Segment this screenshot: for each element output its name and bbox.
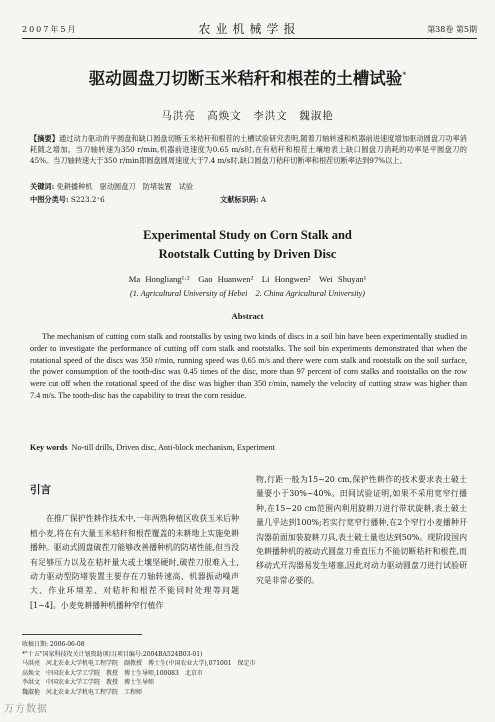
running-header	[22, 20, 477, 36]
doc-value: A	[260, 195, 267, 204]
footnotes	[22, 640, 477, 698]
header-volume: 第38卷 第5期	[427, 25, 477, 34]
footnote-received: 收稿日期: 2006-06-08	[22, 641, 85, 648]
header-journal: 农业机械学报	[198, 22, 301, 36]
watermark: 万方数据	[4, 704, 48, 715]
keywords-en	[30, 443, 467, 452]
class-label: 中图分类号:	[30, 195, 69, 204]
footnote-author-4: 魏淑艳 河北农业大学机电工程学院 工程师	[22, 688, 143, 696]
intro-left-text: 在推广保护性耕作技术中,一年两熟种植区收获玉米后种植小麦,将在有大量玉米秸秆和根茬覆盖的未耕地上实施免耕播种。驱动式圆盘破茬刀能够改善播种机的防堵性能,但当没有足够压力以及在秸秆量大或土壤坚硬时,破茬刀很难入土,动力驱动型防堵装置主要存在刀轴转速高、机器振动噪声大、作业环境差、对秸秆和根茬不能同时处理等问题[1~4]。小麦免耕播种机播种窄行植作	[30, 514, 239, 610]
classification-cn	[30, 195, 467, 205]
footnote-author-1: 马洪亮 河北农业大学机电工程学院 副教授 博士生(中国农业大学),071001 保定市	[22, 660, 256, 668]
keywords-en-text: No-till drills, Driven disc, Anti-block mechanism, Experiment	[71, 443, 276, 452]
abstract-cn-label: 【摘要】	[30, 134, 59, 143]
title-en	[0, 226, 495, 264]
title-en-line-1: Experimental Study on Corn Stalk and	[143, 228, 352, 242]
abstract-en: The mechanism of cutting corn stalk and rootstalks by using two kinds of discs in a soil bin have been experimentally studied in order to investigate the performance of cutting off corn stalk and rootstalks. The soil bin experiments demonstrated that when the rotational speed of the discs was 350 r/min, running speed was 0.65 m/s and there were corn stalk and rootstalk on the soil surface, the power consumption of the tooth-disc was 0.45 times of the disc, more than 97 percent of corn stalks and rootstalks on the row were cut off when the rotational speed of the disc was higher than 350 r/min, namely the velocity of cutting straw was higher than 7.4 m/s. The tooth-disc has the capability to treat the corn residue.	[30, 332, 467, 400]
authors-cn: 马洪亮 高焕文 李洪文 魏淑艳	[161, 110, 334, 122]
footnote-author-3: 李洪文 中国农业大学工学院 教授 博士生导师	[22, 679, 155, 687]
keywords-cn-text: 免耕播种机 驱动圆盘刀 防堵装置 试验	[56, 182, 194, 191]
footnote-author-2: 高焕文 中国农业大学工学院 教授 博士生导师,100083 北京市	[22, 669, 203, 677]
header-date: 2007年5月	[22, 25, 78, 34]
intro-right-column	[256, 473, 467, 588]
intro-heading: 引言	[30, 484, 51, 496]
keywords-cn-label: 关键词:	[30, 182, 55, 191]
title-en-line-2: Rootstalk Cutting by Driven Disc	[158, 247, 337, 261]
intro-right-text: 物,行距一般为15~20 cm,保护性耕作的技术要求表土破土量要小于30%~40%。田间试验证明,如果不采用宽窄行播种,在15~20 cm范围内利用旋耕刀进行带状旋耕,表土破土量几乎达到100%;若实行宽窄行播种,在2个窄行小麦播种开沟器前面加装旋耕刀具,表土破土量也达到50%。现阶段国内免耕播种机的被动式圆盘刀垂直压力不能切断秸秆和根茬,而移动式开沟器易发生堵塞,因此对动力驱动圆盘刀进行试验研究是非常必要的。	[256, 475, 467, 585]
footnote-rule	[22, 634, 142, 635]
abstract-cn-text: 通过动力驱动的平圆盘和缺口圆盘切断玉米秸秆和根茬的土槽试验研究表明,随着刀轴转速和机器前进速度增加驱动圆盘刀功率消耗随之增加。当刀轴转速为350 r/min,机器前进速度为0.65 m/s时,在有秸秆和根茬土壤地表上缺口圆盘刀消耗的功率是平圆盘刀的45%。当刀轴转速大于350 r/min即圆盘圆周速度大于7.4 m/s时,缺口圆盘刀秸秆切断率和根茬切断率达到97%以上。	[30, 134, 467, 166]
affiliations-en: (1. Agricultural University of Hebei 2. China Agricultural University)	[129, 289, 366, 298]
footnote-funding: *"十五"国家科技攻关计划资助项目(项目编号:2004BA524B03-01)	[22, 650, 203, 658]
authors-en: Ma Hongliang¹·² Gao Huanwen² Li Hongwen² Wei Shuyan¹	[128, 274, 367, 284]
title-footnote-mark: *	[402, 70, 407, 80]
intro-left-column	[30, 483, 239, 613]
class-value: S223.2⁺6	[70, 195, 105, 204]
abstract-cn	[30, 133, 467, 167]
abstract-en-heading: Abstract	[231, 311, 264, 321]
doc-label: 文献标识码:	[220, 195, 259, 204]
title-cn	[0, 65, 495, 89]
header-rule	[22, 38, 477, 41]
keywords-cn	[30, 182, 467, 192]
keywords-en-label: Key words	[30, 443, 68, 452]
title-cn-text: 驱动圆盘刀切断玉米秸秆和根茬的土槽试验	[88, 69, 403, 88]
doc-code	[220, 195, 266, 205]
